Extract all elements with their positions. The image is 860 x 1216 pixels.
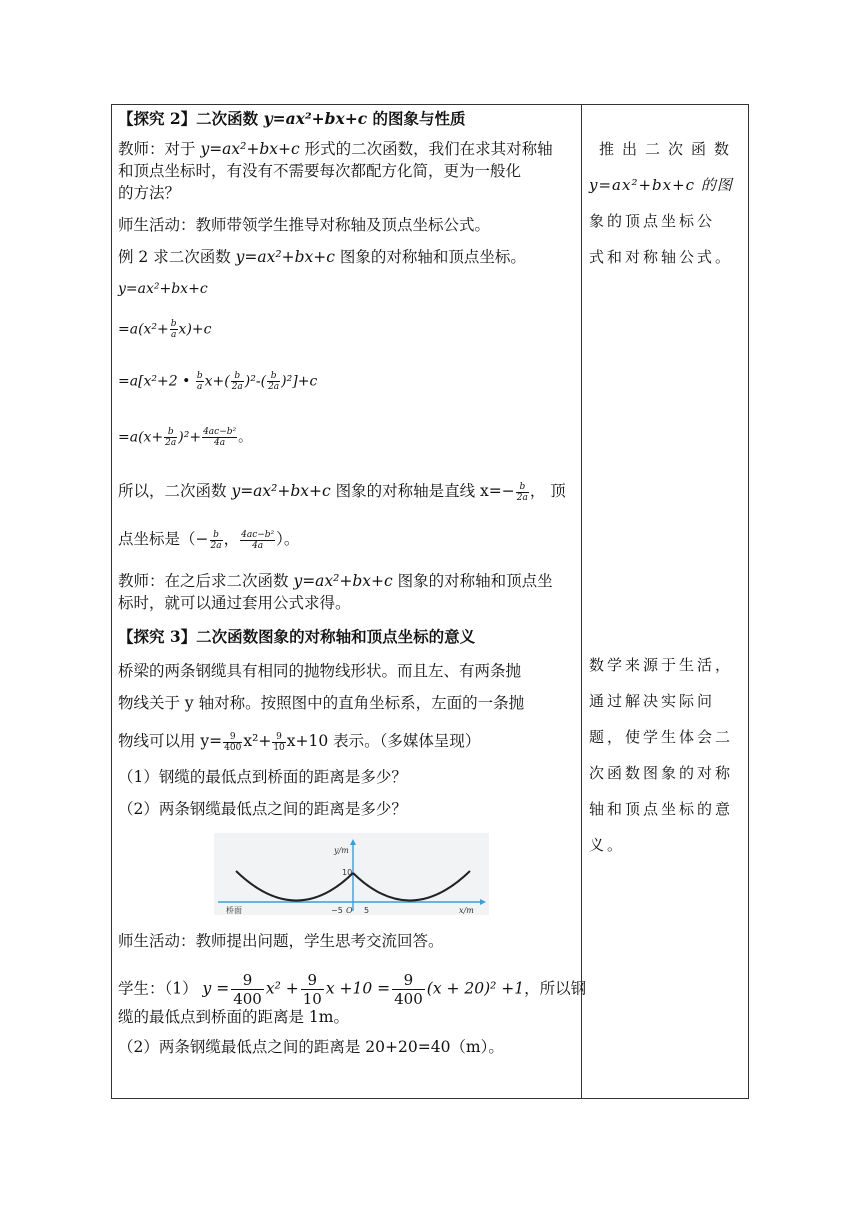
problem-line2: 物线关于 y 轴对称。按照图中的直角坐标系，左面的一条抛 [118, 694, 525, 712]
question-2: （2）两条钢缆最低点之间的距离是多少？ [118, 800, 407, 818]
teacher-summary: 教师：在之后求二次函数 y=ax²+bx+c 图象的对称轴和顶点坐 [118, 572, 553, 590]
side-note-1-line2: y=ax²+bx+c 的图 [589, 176, 733, 194]
parabola-graph [214, 833, 489, 915]
teacher-question-line3: 的方法？ [118, 184, 181, 202]
section3-heading: 【探究 3】二次函数图象的对称轴和顶点坐标的意义 [118, 627, 476, 646]
side-note-1-line1: 推出二次函数 [599, 140, 738, 158]
bridge-surface-label: 桥面 [226, 906, 242, 915]
side-note-1-line4: 式和对称轴公式。 [589, 248, 734, 266]
derivation-step2: =a(x²+ $\frac{b}{a}$ x)+c [118, 319, 212, 340]
section2-heading: 【探究 2】二次函数 y=ax²+bx+c 的图象与性质 [118, 109, 466, 128]
question-1: （1）钢缆的最低点到桥面的距离是多少？ [118, 768, 407, 786]
tick-neg5: −5 [331, 906, 343, 915]
side-note-1-line3: 象的顶点坐标公 [589, 212, 716, 230]
conclusion-line1: 所以，二次函数 y=ax²+bx+c 图象的对称轴是直线 x=− $\frac{b}{2a}$ ， 顶 [118, 481, 566, 503]
side-note-2-line2: 通过解决实际问 [589, 692, 716, 710]
problem-line3: 物线可以用 y= $\frac{9}{400}$ x²+ $\frac{9}{10}$ x+10 表示。（多媒体呈现） [118, 731, 481, 753]
side-note-2-line1: 数学来源于生活， [589, 656, 734, 674]
teacher-summary-line2: 标时，就可以通过套用公式求得。 [118, 594, 351, 612]
column-divider [581, 105, 582, 1098]
derivation-step1: y=ax²+bx+c [118, 281, 208, 297]
example-2: 例 2 求二次函数 y=ax²+bx+c 图象的对称轴和顶点坐标。 [118, 248, 526, 266]
side-note-2-line3: 题，使学生体会二 [589, 728, 734, 746]
derivation-step4: =a(x+ $\frac{b}{2a}$ )²+ $\frac{\text{4ac−b²}}{4a}$ 。 [118, 427, 253, 448]
student-answer-1: 学生：（1） y = $\frac{9}{400}$ x² + $\frac{9}{10}$ x +10 = $\frac{9}{400}$ (x + 20)² +1，所以钢 [118, 971, 587, 1008]
side-note-2-line6: 义。 [589, 836, 626, 854]
activity-text: 师生活动：教师带领学生推导对称轴及顶点坐标公式。 [118, 216, 491, 234]
tick-5: 5 [364, 906, 370, 915]
tick-10: 10 [342, 868, 353, 877]
teacher-question-line2: 和顶点坐标时，有没有不需要每次都配方化简，更为一般化 [118, 162, 522, 180]
side-note-2-line5: 轴和顶点坐标的意 [589, 800, 734, 818]
bridge-cable-figure [214, 833, 489, 915]
problem-line1: 桥梁的两条钢缆具有相同的抛物线形状。而且左、有两条抛 [118, 662, 522, 680]
activity-text-2: 师生活动：教师提出问题，学生思考交流回答。 [118, 932, 444, 950]
y-axis-label: y/m [334, 846, 349, 855]
derivation-step3: =a[x²+2 • $\frac{b}{a}$ x+( $\frac{b}{2a}$ )²-( $\frac{b}{2a}$ )²]+c [118, 371, 318, 392]
lesson-table [111, 104, 749, 1099]
left-cable [236, 871, 353, 901]
y-axis-arrow [350, 839, 356, 845]
student-answer-1-line2: 缆的最低点到桥面的距离是 1m。 [118, 1008, 349, 1026]
teacher-question: 教师：对于 y=ax²+bx+c 形式的二次函数，我们在求其对称轴 [118, 140, 553, 158]
x-axis-label: x/m [459, 906, 474, 915]
conclusion-line2: 点坐标是（− $\frac{b}{2a}$ ， $\frac{\text{4ac−b²}}{4a}$ ）。 [118, 529, 300, 551]
origin-label: O [346, 906, 353, 915]
side-note-2-line4: 次函数图象的对称 [589, 764, 734, 782]
x-axis-arrow [480, 899, 486, 905]
right-cable [353, 871, 470, 901]
student-answer-2: （2）两条钢缆最低点之间的距离是 20+20=40（m）。 [118, 1038, 504, 1056]
